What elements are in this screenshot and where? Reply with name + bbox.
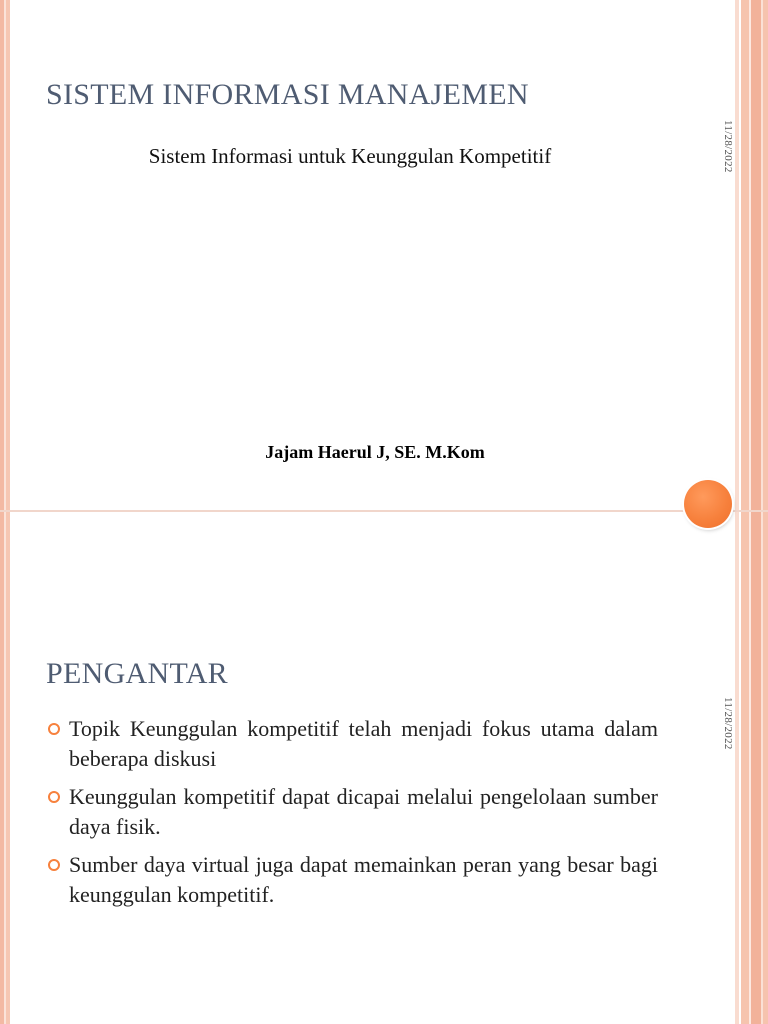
slide-title: SISTEM INFORMASI MANAJEMEN [46, 78, 529, 111]
bullet-text: Sumber daya virtual juga dapat memainkan peran yang besar bagi keunggulan kompetitif. [69, 852, 658, 907]
slide-2 [0, 512, 768, 1024]
date-label: 11/28/2022 [722, 120, 734, 173]
left-border-decoration [0, 512, 10, 1024]
bullet-text: Keunggulan kompetitif dapat dicapai melalui pengelolaan sumber daya fisik. [69, 784, 658, 839]
circle-bullet-icon [48, 791, 60, 803]
author-name: Jajam Haerul J, SE. M.Kom [265, 442, 485, 462]
bullet-item [46, 850, 658, 910]
right-stripe-decoration [735, 512, 768, 1024]
right-stripe-decoration [735, 0, 768, 512]
slide-title: PENGANTAR [46, 657, 228, 690]
left-border-decoration [0, 0, 10, 512]
orange-circle-icon [684, 480, 732, 528]
slide-subtitle: Sistem Informasi untuk Keunggulan Kompetitif [148, 144, 552, 168]
bullet-item [46, 714, 658, 774]
circle-bullet-icon [48, 723, 60, 735]
bullet-item [46, 782, 658, 842]
date-label: 11/28/2022 [722, 697, 734, 750]
circle-bullet-icon [48, 859, 60, 871]
bullet-text: Topik Keunggulan kompetitif telah menjadi fokus utama dalam beberapa diskusi [69, 716, 658, 771]
bullet-list [46, 714, 658, 918]
